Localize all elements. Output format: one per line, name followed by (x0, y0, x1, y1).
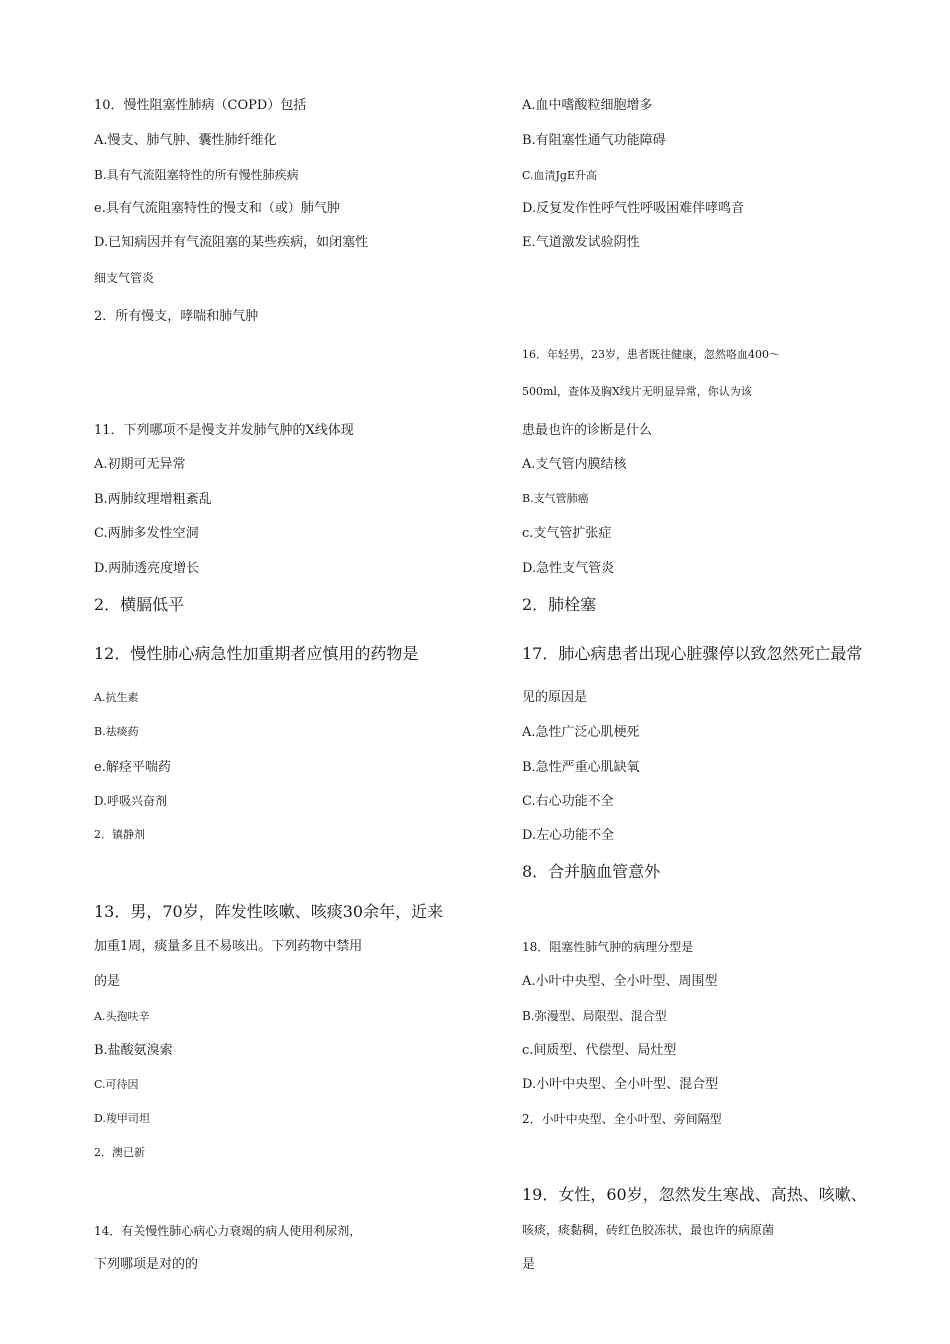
q12-option-e: 2．镇静剂 (94, 828, 145, 841)
q11-option-b: B.两肺纹理增粗紊乱 (94, 492, 212, 507)
q11-option-d: D.两肺透亮度增长 (94, 561, 200, 576)
q13-option-b: B.盐酸氨溴索 (94, 1043, 173, 1058)
q18-option-b: B.弥漫型、局限型、混合型 (522, 1009, 667, 1023)
q15-option-a: A.血中嗜酸粒细胞增多 (522, 98, 653, 113)
q15-option-c: C.血清JgE升高 (522, 169, 598, 182)
q10-option-d: D.已知病因并有气流阻塞的某些疾病，如闭塞性 (94, 235, 369, 250)
q17-option-d: D.左心功能不全 (522, 828, 615, 843)
question-16-stem: 16．年轻男，23岁，患者既往健康，忽然咯血400～ (522, 348, 780, 361)
q13-option-e: 2．澳已新 (94, 1146, 145, 1159)
q12-option-a: A.抗生素 (94, 691, 139, 704)
question-11-stem: 11．下列哪项不是慢支并发肺气肿的X线体现 (94, 423, 354, 438)
question-16-cont-1: 500ml，查体及胸X线片无明显异常，你认为该 (522, 385, 752, 398)
q10-option-c: e.具有气流阻塞特性的慢支和（或）肺气肿 (94, 201, 340, 216)
q11-option-a: A.初期可无异常 (94, 457, 186, 472)
question-13-cont-2: 的是 (94, 974, 121, 989)
question-18-stem: 18．阻塞性肺气肿的病理分型是 (522, 940, 694, 954)
question-17-cont: 见的原因是 (522, 690, 588, 705)
q12-option-b: B.祛痰药 (94, 725, 139, 738)
q17-option-b: B.急性严重心肌缺氧 (522, 760, 640, 775)
q13-option-c: C.可待因 (94, 1078, 139, 1091)
q18-option-a: A.小叶中央型、全小叶型、周围型 (522, 974, 718, 989)
question-17-stem: 17．肺心病患者出现心脏骤停以致忽然死亡最常 (522, 644, 863, 663)
q17-option-e: 8．合并脑血管意外 (522, 862, 661, 881)
q10-option-e: 2．所有慢支，哮喘和肺气肿 (94, 309, 259, 324)
q16-option-e: 2．肺栓塞 (522, 595, 597, 614)
q16-option-a: A.支气管内膜结核 (522, 457, 627, 472)
q13-option-d: D.羧甲司坦 (94, 1112, 150, 1125)
question-10-stem: 10．慢性阻塞性肺病（COPD）包括 (94, 98, 307, 113)
q10-option-d-cont: 细支气管炎 (94, 271, 155, 285)
q18-option-e: 2．小叶中央型、全小叶型、旁间隔型 (522, 1112, 722, 1126)
q13-option-a: A.头孢呋辛 (94, 1010, 150, 1023)
q15-option-d: D.反复发作性呼气性呼吸困难伴哮鸣音 (522, 201, 745, 216)
question-14-cont: 下列哪项是对的的 (94, 1257, 199, 1272)
q12-option-c: e.解痉平喘药 (94, 760, 171, 775)
q18-option-c: c.间质型、代偿型、局灶型 (522, 1043, 677, 1058)
question-13-stem: 13．男，70岁，阵发性咳嗽、咳痰30余年，近来 (94, 902, 444, 921)
question-19-cont-1: 咳痰，痰黏稠，砖红色胶冻状，最也许的病原菌 (522, 1223, 775, 1237)
question-19-cont-2: 是 (522, 1257, 536, 1272)
q15-option-b: B.有阻塞性通气功能障碍 (522, 133, 666, 148)
q10-option-b: B.具有气流阻塞特性的所有慢性肺疾病 (94, 168, 299, 182)
question-13-cont-1: 加重1周，痰量多且不易咳出。下列药物中禁用 (94, 939, 363, 954)
q11-option-c: C.两肺多发性空洞 (94, 526, 199, 541)
q16-option-d: D.急性支气管炎 (522, 561, 615, 576)
q11-option-e: 2．横膈低平 (94, 595, 185, 614)
q16-option-c: c.支气管扩张症 (522, 526, 612, 541)
q12-option-d: D.呼吸兴奋剂 (94, 794, 168, 808)
question-14-stem: 14．有关慢性肺心病心力衰竭的病人使用利尿剂， (94, 1224, 362, 1238)
q15-option-e: E.气道激发试验阴性 (522, 235, 640, 250)
question-16-cont-2: 患最也许的诊断是什么 (522, 423, 653, 438)
q10-option-a: A.慢支、肺气肿、囊性肺纤维化 (94, 133, 277, 148)
q17-option-c: C.右心功能不全 (522, 794, 614, 809)
q17-option-a: A.急性广泛心肌梗死 (522, 725, 640, 740)
question-12-stem: 12．慢性肺心病急性加重期者应慎用的药物是 (94, 644, 419, 663)
q18-option-d: D.小叶中央型、全小叶型、混合型 (522, 1077, 719, 1092)
q16-option-b: B.支气管肺癌 (522, 492, 589, 505)
question-19-stem: 19．女性，60岁，忽然发生寒战、高热、咳嗽、 (522, 1185, 867, 1204)
